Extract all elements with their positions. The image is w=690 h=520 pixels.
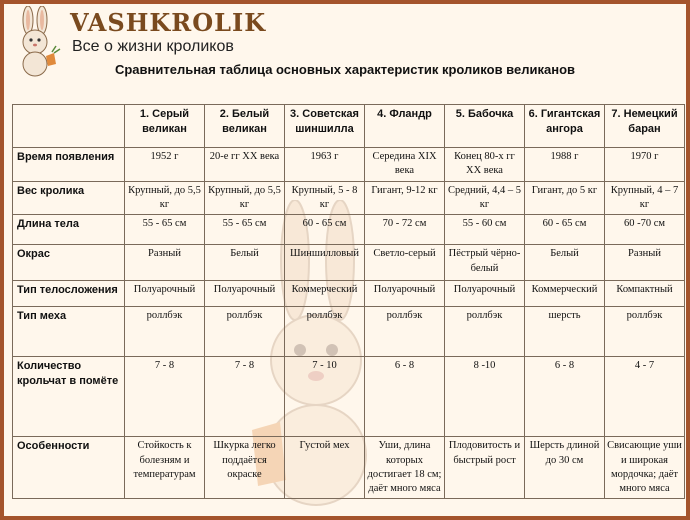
row-header: Тип меха bbox=[13, 307, 125, 357]
table-cell: роллбэк bbox=[365, 307, 445, 357]
table-cell: Разный bbox=[125, 245, 205, 281]
table-row bbox=[13, 281, 685, 307]
table-cell: роллбэк bbox=[125, 307, 205, 357]
table-cell: Середина XIX века bbox=[365, 148, 445, 182]
column-header: 2. Белый великан bbox=[205, 105, 285, 148]
table-cell: 8 -10 bbox=[445, 357, 525, 437]
table-cell: Полуарочный bbox=[125, 281, 205, 307]
header-corner-cell bbox=[13, 105, 125, 148]
table-cell: Полуарочный bbox=[445, 281, 525, 307]
table-cell: Полуарочный bbox=[365, 281, 445, 307]
table-cell: Гигант, до 5 кг bbox=[525, 182, 605, 215]
page-title: Сравнительная таблица основных характеристик кроликов великанов bbox=[114, 62, 576, 77]
table-cell: 55 - 65 см bbox=[125, 215, 205, 245]
table-cell: Густой мех bbox=[285, 437, 365, 499]
table-row bbox=[13, 182, 685, 215]
table-cell: 4 - 7 bbox=[605, 357, 685, 437]
table-cell: 55 - 65 см bbox=[205, 215, 285, 245]
table-cell: 7 - 10 bbox=[285, 357, 365, 437]
table-cell: Плодовитость и быстрый рост bbox=[445, 437, 525, 499]
table-cell: Разный bbox=[605, 245, 685, 281]
table-cell: Крупный, 4 – 7 кг bbox=[605, 182, 685, 215]
brand-name[interactable]: VASHKROLIK bbox=[70, 8, 267, 37]
table-cell: 6 - 8 bbox=[525, 357, 605, 437]
row-header: Количество крольчат в помёте bbox=[13, 357, 125, 437]
table-cell: Шерсть длиной до 30 см bbox=[525, 437, 605, 499]
table-cell: 60 -70 см bbox=[605, 215, 685, 245]
table-cell: Шиншилловый bbox=[285, 245, 365, 281]
row-header: Особенности bbox=[13, 437, 125, 499]
table-row bbox=[13, 215, 685, 245]
column-header: 4. Фландр bbox=[365, 105, 445, 148]
row-header: Окрас bbox=[13, 245, 125, 281]
table-cell: Светло-серый bbox=[365, 245, 445, 281]
table-cell: Пёстрый чёрно-белый bbox=[445, 245, 525, 281]
table-cell: шерсть bbox=[525, 307, 605, 357]
brand-tagline: Все о жизни кроликов bbox=[72, 38, 234, 55]
row-header: Длина тела bbox=[13, 215, 125, 245]
page-frame bbox=[4, 4, 686, 516]
table-cell: Свисающие уши и широкая мордочка; даёт много мяса bbox=[605, 437, 685, 499]
table-cell: Гигант, 9-12 кг bbox=[365, 182, 445, 215]
table-row bbox=[13, 245, 685, 281]
table-header-row bbox=[13, 105, 685, 148]
row-header: Тип телосложения bbox=[13, 281, 125, 307]
table-cell: Полуарочный bbox=[205, 281, 285, 307]
table-cell: 6 - 8 bbox=[365, 357, 445, 437]
table-cell: 1963 г bbox=[285, 148, 365, 182]
table-cell: 1988 г bbox=[525, 148, 605, 182]
row-header: Время появления bbox=[13, 148, 125, 182]
comparison-table bbox=[12, 104, 685, 499]
table-cell: Крупный, 5 - 8 кг bbox=[285, 182, 365, 215]
table-cell: роллбэк bbox=[445, 307, 525, 357]
column-header: 5. Бабочка bbox=[445, 105, 525, 148]
table-cell: Белый bbox=[205, 245, 285, 281]
column-header: 6. Гигантская ангора bbox=[525, 105, 605, 148]
table-cell: 1952 г bbox=[125, 148, 205, 182]
table-cell: 60 - 65 см bbox=[525, 215, 605, 245]
table-cell: Средний, 4,4 – 5 кг bbox=[445, 182, 525, 215]
table-cell: Коммерческий bbox=[525, 281, 605, 307]
table-cell: роллбэк bbox=[205, 307, 285, 357]
table-cell: Белый bbox=[525, 245, 605, 281]
table-cell: Стойкость к болезням и температурам bbox=[125, 437, 205, 499]
table-row bbox=[13, 357, 685, 437]
table-cell: роллбэк bbox=[605, 307, 685, 357]
table-row bbox=[13, 307, 685, 357]
column-header: 3. Советская шиншилла bbox=[285, 105, 365, 148]
table-cell: роллбэк bbox=[285, 307, 365, 357]
column-header: 7. Немецкий баран bbox=[605, 105, 685, 148]
table-cell: Уши, длина которых достигает 18 см; даёт много мяса bbox=[365, 437, 445, 499]
table-cell: Коммерческий bbox=[285, 281, 365, 307]
table-cell: 7 - 8 bbox=[205, 357, 285, 437]
table-row bbox=[13, 437, 685, 499]
table-cell: 1970 г bbox=[605, 148, 685, 182]
column-header: 1. Серый великан bbox=[125, 105, 205, 148]
table-cell: Конец 80-х гг XX века bbox=[445, 148, 525, 182]
table-cell: Компактный bbox=[605, 281, 685, 307]
table-cell: Крупный, до 5,5 кг bbox=[125, 182, 205, 215]
row-header: Вес кролика bbox=[13, 182, 125, 215]
table-row bbox=[13, 148, 685, 182]
table-cell: 55 - 60 см bbox=[445, 215, 525, 245]
table-cell: Крупный, до 5,5 кг bbox=[205, 182, 285, 215]
table-cell: 70 - 72 см bbox=[365, 215, 445, 245]
table-cell: 7 - 8 bbox=[125, 357, 205, 437]
table-cell: 60 - 65 см bbox=[285, 215, 365, 245]
table-cell: 20-е гг XX века bbox=[205, 148, 285, 182]
table-cell: Шкурка легко поддаётся окраске bbox=[205, 437, 285, 499]
